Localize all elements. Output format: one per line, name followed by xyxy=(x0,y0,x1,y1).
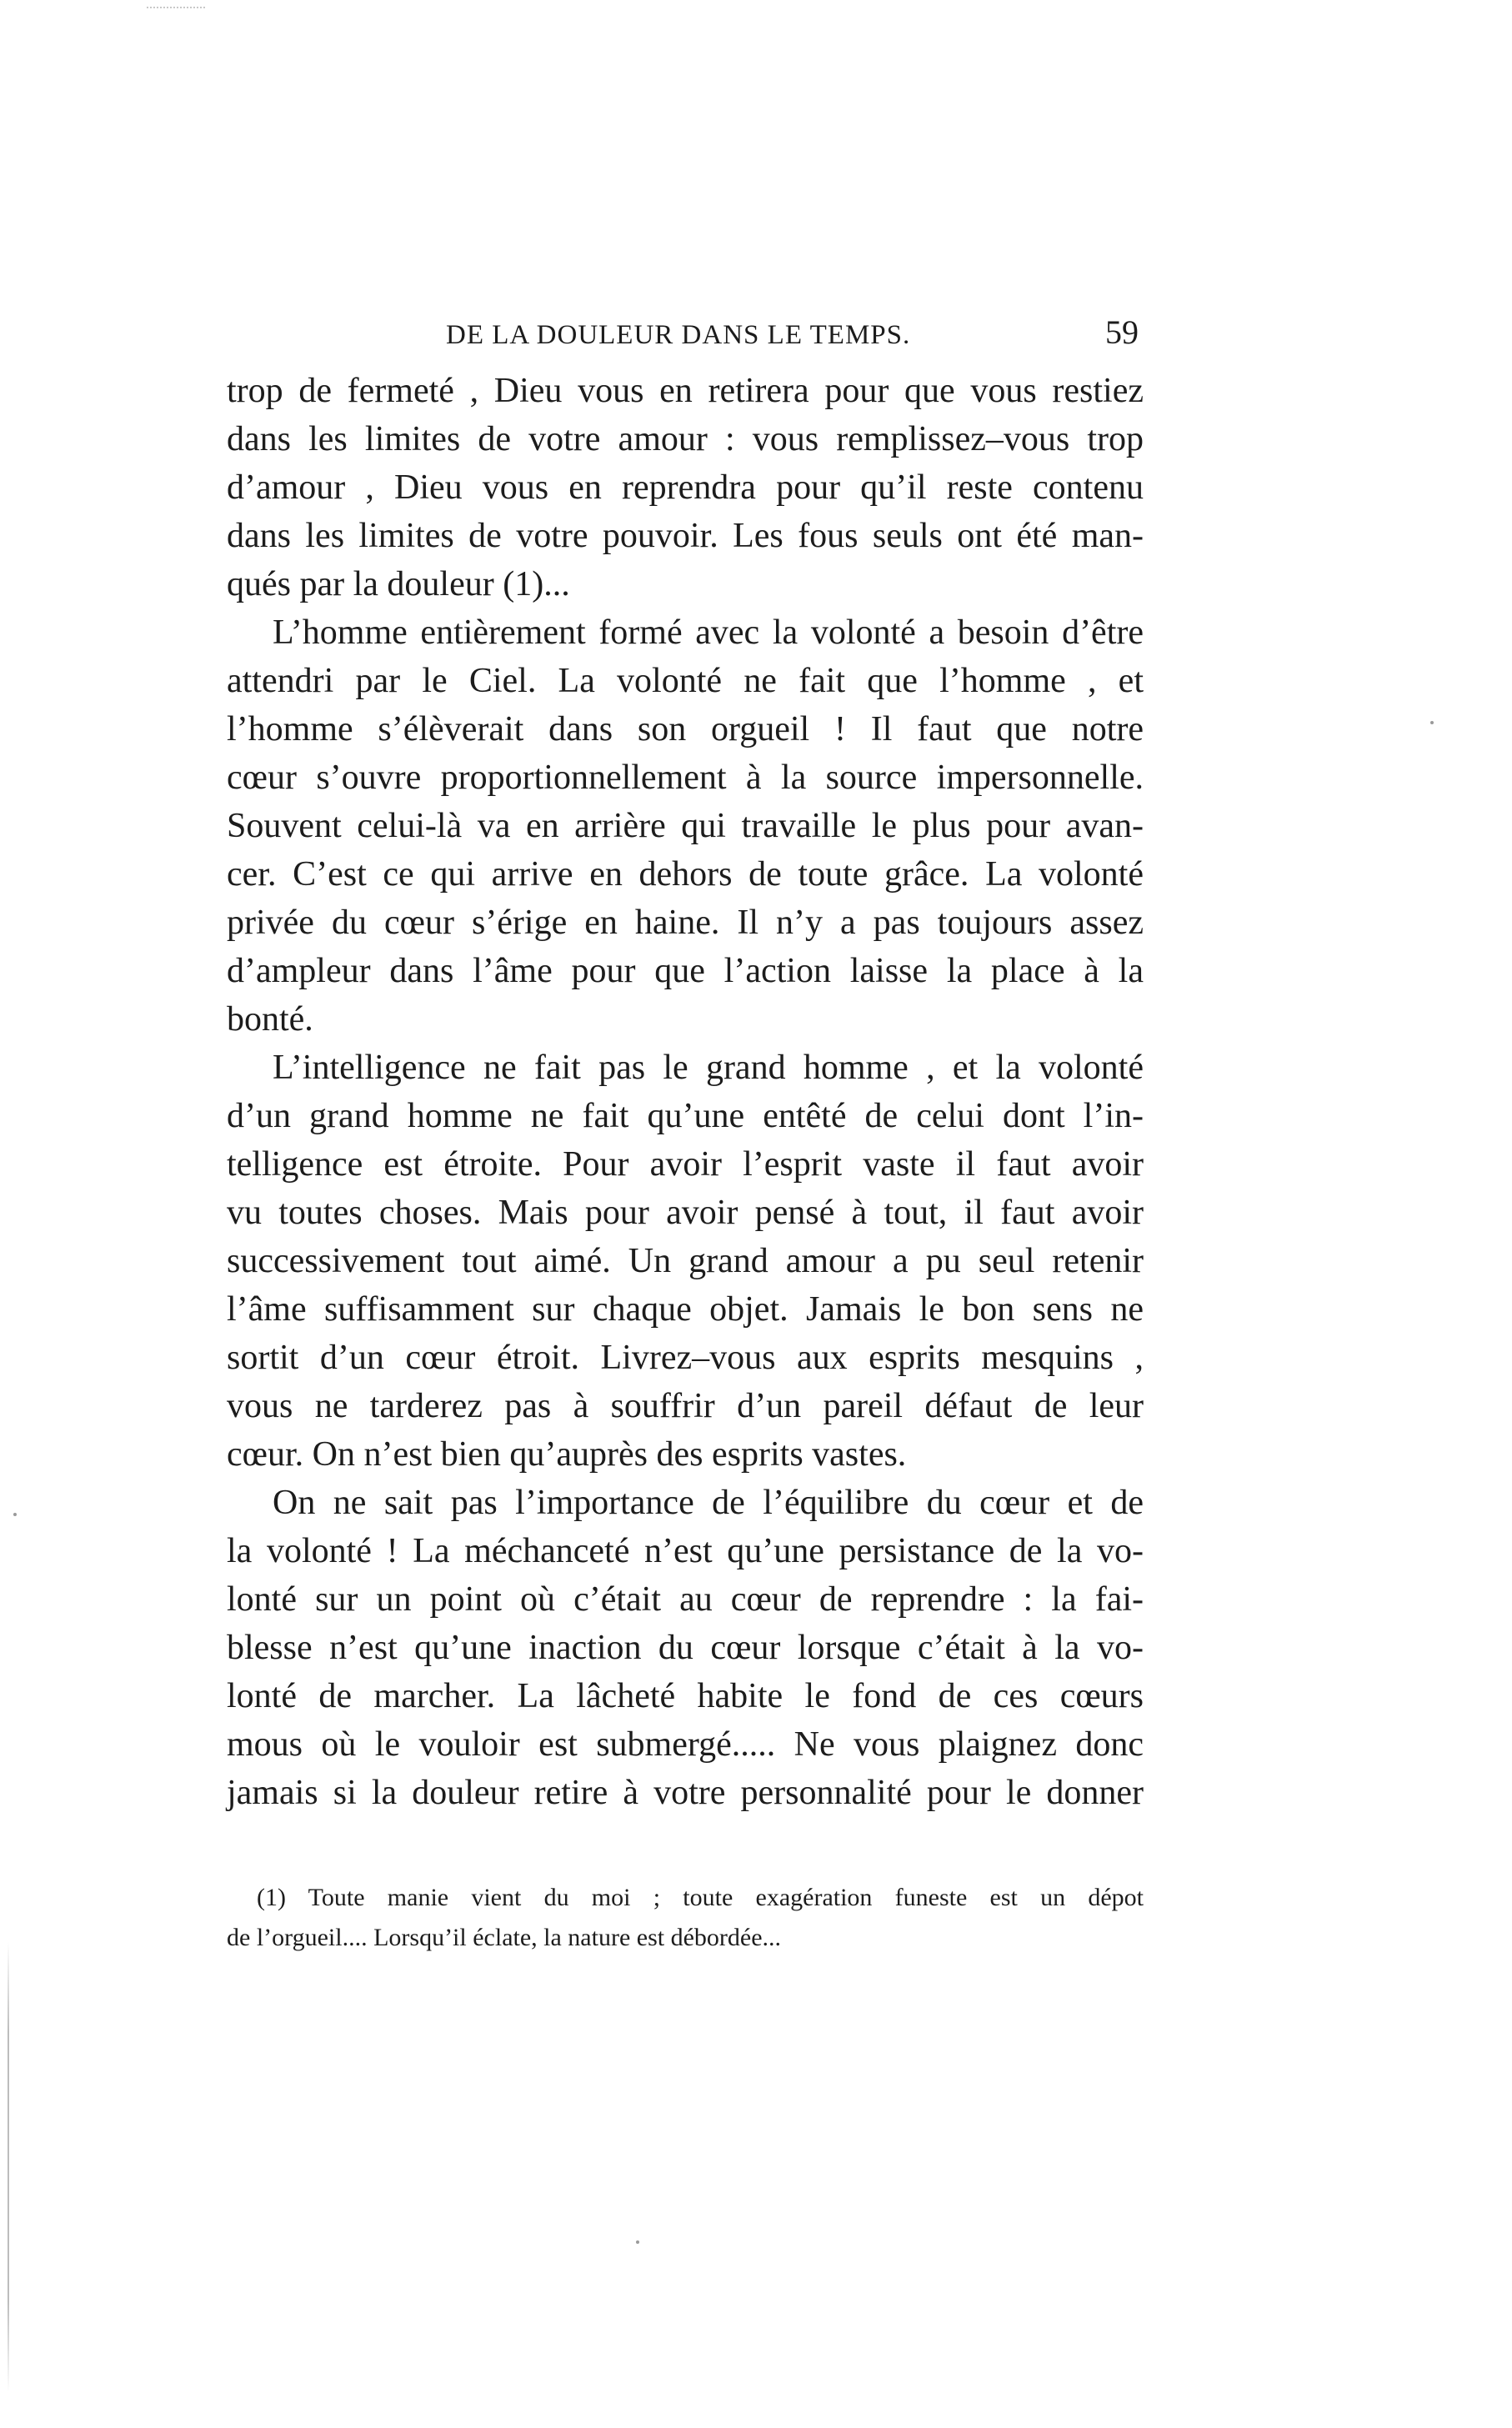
scan-edge xyxy=(8,1942,9,2392)
text-line: la volonté ! La méchanceté n’est qu’une persistance de la vo- xyxy=(227,1532,1144,1570)
text-line: l’âme suffisamment sur chaque objet. Jamais le bon sens ne xyxy=(227,1290,1144,1329)
text-line: trop de fermeté , Dieu vous en retirera pour que vous restiez xyxy=(227,372,1144,410)
text-line: L’homme entièrement formé avec la volonté a besoin d’être xyxy=(273,613,1144,652)
scan-mark xyxy=(147,7,205,8)
scan-speck xyxy=(1430,721,1434,724)
text-line: qués par la douleur (1)... xyxy=(227,565,570,603)
text-line: dans les limites de votre pouvoir. Les fous seuls ont été man- xyxy=(227,517,1144,555)
text-line: privée du cœur s’érige en haine. Il n’y a pas toujours assez xyxy=(227,904,1144,942)
page-number: 59 xyxy=(1105,313,1139,351)
text-line: L’intelligence ne fait pas le grand homme , et la volonté xyxy=(273,1049,1144,1087)
text-line: d’amour , Dieu vous en reprendra pour qu’il reste contenu xyxy=(227,468,1144,507)
text-line: mous où le vouloir est submergé..... Ne vous plaignez donc xyxy=(227,1725,1144,1764)
text-line: bonté. xyxy=(227,1000,313,1039)
text-line: jamais si la douleur retire à votre personnalité pour le donner xyxy=(227,1774,1144,1812)
text-line: cœur. On n’est bien qu’auprès des esprits vastes. xyxy=(227,1435,907,1474)
text-line: d’un grand homme ne fait qu’une entêté de celui dont l’in- xyxy=(227,1097,1144,1135)
text-line: d’ampleur dans l’âme pour que l’action laisse la place à la xyxy=(227,952,1144,990)
text-line: lonté de marcher. La lâcheté habite le fond de ces cœurs xyxy=(227,1677,1144,1715)
scan-speck xyxy=(636,2240,639,2244)
text-line: blesse n’est qu’une inaction du cœur lorsque c’était à la vo- xyxy=(227,1629,1144,1667)
running-head: DE LA DOULEUR DANS LE TEMPS. xyxy=(446,320,911,350)
text-line: lonté sur un point où c’était au cœur de reprendre : la fai- xyxy=(227,1580,1144,1619)
text-line: telligence est étroite. Pour avoir l’esprit vaste il faut avoir xyxy=(227,1145,1144,1184)
text-line: On ne sait pas l’importance de l’équilibre du cœur et de xyxy=(273,1484,1144,1522)
text-line: sortit d’un cœur étroit. Livrez–vous aux esprits mesquins , xyxy=(227,1339,1144,1377)
scan-speck xyxy=(13,1513,17,1516)
text-line: vous ne tarderez pas à souffrir d’un pareil défaut de leur xyxy=(227,1387,1144,1425)
text-line: l’homme s’élèverait dans son orgueil ! Il faut que notre xyxy=(227,710,1144,748)
footnote-line: (1) Toute manie vient du moi ; toute exagération funeste est un dépot xyxy=(257,1884,1144,1911)
text-line: vu toutes choses. Mais pour avoir pensé à tout, il faut avoir xyxy=(227,1194,1144,1232)
text-line: successivement tout aimé. Un grand amour a pu seul retenir xyxy=(227,1242,1144,1280)
text-line: dans les limites de votre amour : vous remplissez–vous trop xyxy=(227,420,1144,458)
text-line: cer. C’est ce qui arrive en dehors de toute grâce. La volonté xyxy=(227,855,1144,894)
footnote-line: de l’orgueil.... Lorsqu’il éclate, la nature est débordée... xyxy=(227,1924,782,1951)
text-line: Souvent celui-là va en arrière qui travaille le plus pour avan- xyxy=(227,807,1144,845)
text-line: cœur s’ouvre proportionnellement à la source impersonnelle. xyxy=(227,758,1144,797)
text-line: attendri par le Ciel. La volonté ne fait que l’homme , et xyxy=(227,662,1144,700)
